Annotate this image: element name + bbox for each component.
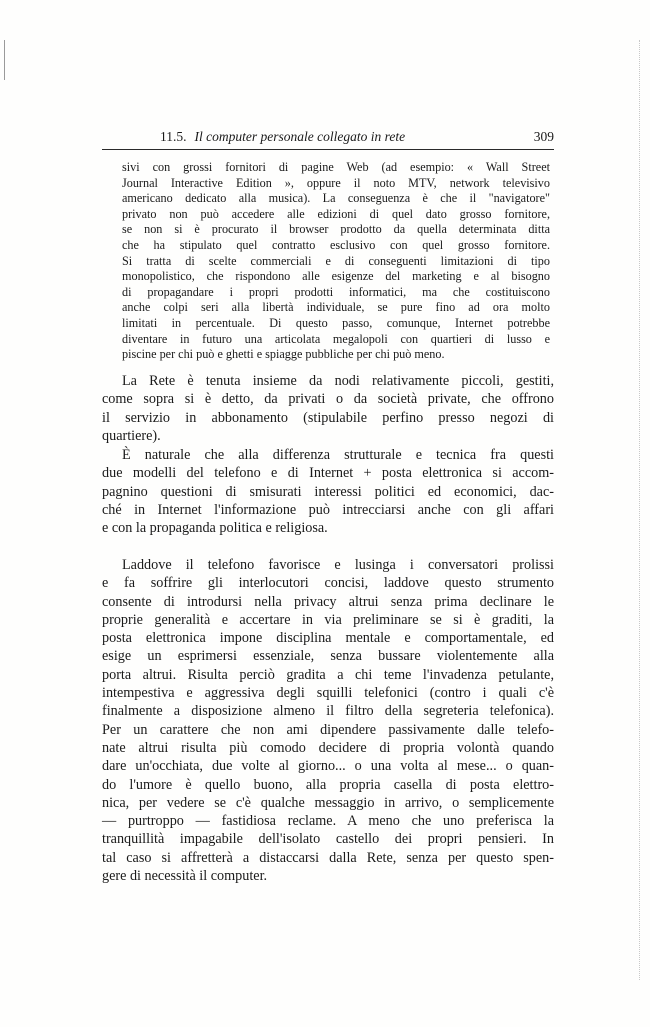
text-line: porta altrui. Risulta perciò gradita a chi teme l'invadenza petulante, bbox=[102, 666, 554, 683]
text-line: esige un esprimersi essenziale, senza bussare violentemente alla bbox=[102, 648, 554, 665]
text-line: — purtroppo — fastidiosa reclame. A meno che uno preferisca la bbox=[102, 813, 554, 830]
scan-edge-dots bbox=[639, 40, 640, 980]
running-head bbox=[102, 129, 554, 145]
text-line: È naturale che alla differenza strutturale e tecnica fra questi bbox=[122, 447, 554, 463]
text-line: proprie generalità e accertare in via preliminare se si è graditi, la bbox=[102, 611, 554, 628]
chapter-title: Il computer personale collegato in rete bbox=[194, 129, 406, 144]
quote-line: se non si è procurato il browser prodotto da quella determinata ditta bbox=[122, 222, 550, 237]
text-line: pagnino questioni di smisurati interessi politici ed economici, dac- bbox=[102, 483, 554, 500]
text-line: nate altrui risulta più comodo decidere di propria volontà quando bbox=[102, 739, 554, 756]
quote-line: anche colpi seri alla libertà individuale, se pure fino ad ora molto bbox=[122, 300, 550, 315]
text-line: La Rete è tenuta insieme da nodi relativamente piccoli, gestiti, bbox=[122, 373, 554, 389]
text-line: due modelli del telefono e di Internet + posta elettronica si accom- bbox=[102, 465, 554, 482]
text-line: consente di introdursi nella privacy altrui senza prima declinare le bbox=[102, 593, 554, 610]
paragraph-phone-vs-email bbox=[102, 556, 554, 885]
scan-edge-mark bbox=[4, 40, 5, 80]
paragraph-network-nodes bbox=[102, 372, 554, 445]
quote-line: limitati in percentuale. Di questo passo, comunque, Internet potrebbe bbox=[122, 315, 550, 330]
text-line: Per un carattere che non ami dipendere passivamente dalle telefo- bbox=[102, 721, 554, 738]
text-line: do l'umore è quello buono, alla propria casella di posta elettro- bbox=[102, 776, 554, 793]
quote-line: sivi con grossi fornitori di pagine Web (ad esempio: « Wall Street bbox=[122, 160, 550, 174]
text-line: tranquillità impagabile dell'isolato castello dei propri pensieri. In bbox=[102, 831, 554, 848]
running-head-left bbox=[160, 129, 405, 145]
text-line: ché in Internet l'informazione può intrecciarsi anche con gli affari bbox=[102, 501, 554, 518]
quoted-passage bbox=[122, 160, 550, 363]
text-line: tal caso si affretterà a distaccarsi dalla Rete, senza per questo spen- bbox=[102, 849, 554, 866]
text-line: posta elettronica impone disciplina mentale e comportamentale, ed bbox=[102, 630, 554, 647]
text-line: gere di necessità il computer. bbox=[102, 868, 268, 885]
quote-line: che ha stipulato quel contratto esclusivo con quel grosso fornitore. bbox=[122, 237, 550, 252]
quote-line: privato non può accedere alle edizioni di quel dato grosso fornitore, bbox=[122, 206, 550, 221]
quote-line: monopolistico, che rispondono alle esigenze del marketing e al bisogno bbox=[122, 269, 550, 284]
quote-line: di propagandare i propri prodotti informatici, ma che costituiscono bbox=[122, 284, 550, 299]
text-line: intempestiva e aggressiva degli squilli telefonici (contro i quali c'è bbox=[102, 685, 554, 702]
quote-line: Journal Interactive Edition », oppure il noto MTV, network televisivo bbox=[122, 175, 550, 190]
quote-line: piscine per chi può e ghetti e spiagge pubbliche per chi può meno. bbox=[122, 347, 445, 362]
section-number: 11.5. bbox=[160, 129, 187, 144]
quote-line: Si tratta di scelte commerciali e di conseguenti limitazioni di tipo bbox=[122, 253, 550, 268]
quote-line: diventare in futuro una articolata megalopoli con quartieri di lusso e bbox=[122, 331, 550, 346]
text-line: e con la propaganda politica e religiosa. bbox=[102, 520, 328, 537]
quote-line: americano dedicato alla musica). La conseguenza è che il "navigatore" bbox=[122, 191, 550, 206]
text-line: nica, per vedere se c'è qualche messaggio in arrivo, o semplicemente bbox=[102, 794, 554, 811]
text-line: dare un'occhiata, due volte al giorno... o una volta al mese... o quan- bbox=[102, 758, 554, 775]
text-line: e fa soffrire gli interlocutori concisi, laddove questo strumento bbox=[102, 575, 554, 592]
text-line: il servizio in abbonamento (stipulabile perfino presso negozi di bbox=[102, 409, 554, 426]
text-line: quartiere). bbox=[102, 427, 161, 444]
header-rule bbox=[102, 149, 554, 150]
text-line: come sopra si è detto, da privati o da società private, che offrono bbox=[102, 391, 554, 408]
page-number: 309 bbox=[533, 129, 554, 144]
text-line: Laddove il telefono favorisce e lusinga i conversatori prolissi bbox=[122, 557, 554, 573]
text-line: finalmente a disposizione almeno il filtro della segreteria telefonica). bbox=[102, 703, 554, 720]
paragraph-structural-difference bbox=[102, 446, 554, 537]
